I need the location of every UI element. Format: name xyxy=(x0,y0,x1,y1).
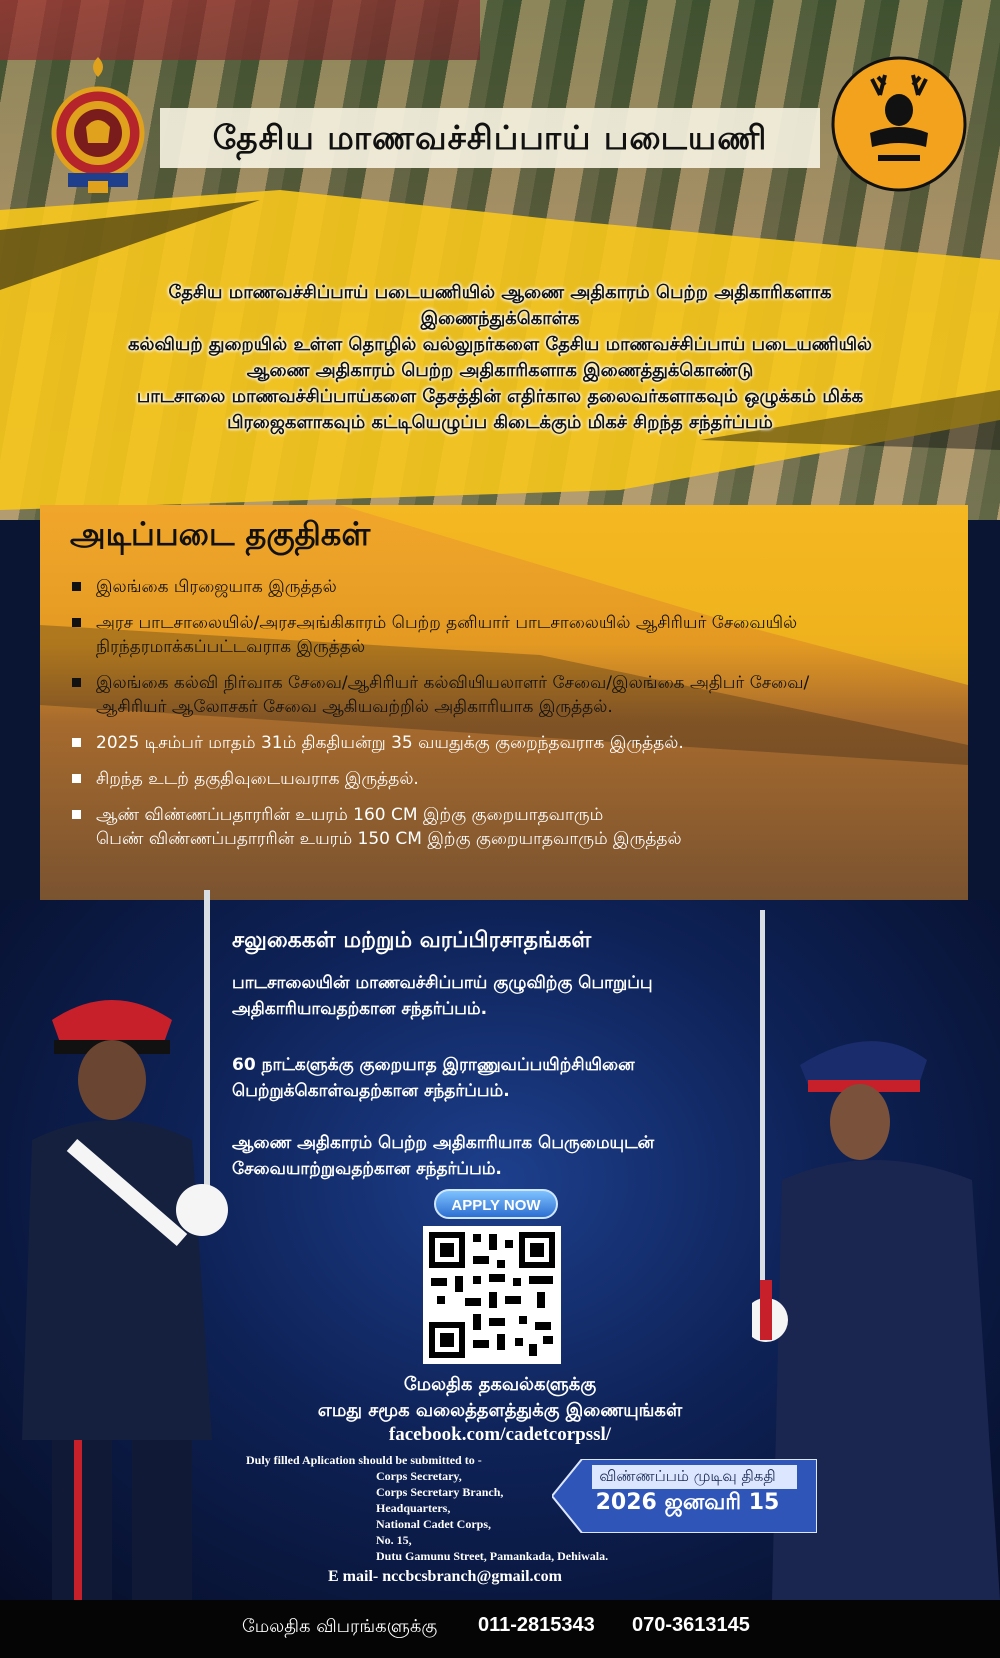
list-item-text: நிரந்தரமாக்கப்பட்டவராக இருத்தல் xyxy=(96,637,366,657)
intro-line: பிரஜைகளாகவும் கட்டியெழுப்ப கிடைக்கும் மிகச் சிறந்த சந்தர்ப்பம் xyxy=(227,412,773,433)
bullet-icon xyxy=(72,810,81,819)
list-item-text: ஆசிரியர் ஆலோசகர் சேவை ஆகியவற்றில் அதிகாரியாக இருத்தல். xyxy=(96,697,613,717)
deadline-date: 2026 ஜனவரி 15 xyxy=(595,1490,780,1515)
qualifications-heading: அடிப்படை தகுதிகள் xyxy=(70,515,371,553)
intro-line: கல்வியற் துறையில் உள்ள தொழில் வல்லுநர்களை தேசிய மாணவச்சிப்பாய் படையணியில் xyxy=(128,334,872,355)
list-item-text: இலங்கை கல்வி நிர்வாக சேவை/ஆசிரியர் கல்வியியலாளர் சேவை/இலங்கை அதிபர் சேவை/ xyxy=(96,673,810,693)
more-info-line: மேலதிக தகவல்களுக்கு xyxy=(403,1374,597,1395)
bullet-icon xyxy=(72,582,81,591)
address-line: No. 15, xyxy=(376,1533,412,1547)
address-line: Headquarters, xyxy=(376,1501,451,1515)
benefit-text: அதிகாரியாவதற்கான சந்தர்ப்பம். xyxy=(232,999,488,1019)
email-address[interactable]: E mail- nccbcsbranch@gmail.com xyxy=(328,1568,562,1585)
intro-text xyxy=(40,280,960,436)
facebook-link[interactable]: facebook.com/cadetcorpssl/ xyxy=(388,1424,612,1445)
parade-banner-shape xyxy=(0,0,480,60)
benefit-item xyxy=(232,1052,752,1104)
benefit-text: பாடசாலையின் மாணவச்சிப்பாய் குழுவிற்கு பொறுப்பு xyxy=(232,973,653,993)
qualifications-list xyxy=(68,575,948,863)
list-item-text: ஆண் விண்ணப்பதாரரின் உயரம் 160 CM இற்கு குறையாதவாரும் xyxy=(96,805,604,825)
list-item xyxy=(68,611,948,659)
address-line: Corps Secretary, xyxy=(376,1469,462,1483)
list-item-text: 2025 டிசம்பர் மாதம் 31ம் திகதியன்று 35 வயதுக்கு குறைந்தவராக இருத்தல். xyxy=(96,733,684,753)
benefit-text: ஆணை அதிகாரம் பெற்ற அதிகாரியாக பெருமையுடன் xyxy=(232,1133,655,1153)
bullet-icon xyxy=(72,678,81,687)
intro-line: பாடசாலை மாணவச்சிப்பாய்களை தேசத்தின் எதிர்கால தலைவர்களாகவும் ஒழுக்கம் மிக்க xyxy=(136,386,864,407)
male-officer-image xyxy=(12,880,252,1600)
intro-line: இணைந்துக்கொள்க xyxy=(420,308,580,329)
intro-line: தேசிய மாணவச்சிப்பாய் படையணியில் ஆணை அதிகாரம் பெற்ற அதிகாரிகளாக xyxy=(168,282,832,303)
list-item xyxy=(68,731,948,755)
submission-lead: Duly filled Aplication should be submitted to - xyxy=(246,1453,482,1467)
more-info-text xyxy=(300,1372,700,1424)
intro-line: ஆணை அதிகாரம் பெற்ற அதிகாரிகளாக இணைத்துக்கொண்டு xyxy=(246,360,754,381)
list-item-text: இலங்கை பிரஜையாக இருத்தல் xyxy=(96,577,337,597)
list-item xyxy=(68,575,948,599)
benefit-item xyxy=(232,970,752,1022)
sri-lanka-emblem-icon xyxy=(48,55,148,195)
list-item xyxy=(68,671,948,719)
list-item xyxy=(68,767,948,791)
bullet-icon xyxy=(72,774,81,783)
benefit-text: 60 நாட்களுக்கு குறையாத இராணுவப்பயிற்சியினை xyxy=(232,1055,635,1075)
list-item xyxy=(68,803,948,851)
footer-phone-1[interactable]: 011-2815343 xyxy=(478,1614,595,1636)
benefits-heading: சலுகைகள் மற்றும் வரப்பிரசாதங்கள் xyxy=(232,928,592,953)
bullet-icon xyxy=(72,738,81,747)
address-line: Dutu Gamunu Street, Pamankada, Dehiwala. xyxy=(376,1549,609,1563)
benefit-text: சேவையாற்றுவதற்கான சந்தர்ப்பம். xyxy=(232,1159,502,1179)
more-info-line: எமது சமூக வலைத்தளத்துக்கு இணையுங்கள் xyxy=(317,1400,683,1421)
benefit-item xyxy=(232,1130,752,1182)
benefit-text: பெற்றுக்கொள்வதற்கான சந்தர்ப்பம். xyxy=(232,1081,510,1101)
apply-now-button[interactable]: APPLY NOW xyxy=(434,1189,558,1219)
footer-label: மேலதிக விபரங்களுக்கு xyxy=(242,1616,438,1637)
cadet-corps-crest-icon xyxy=(830,55,968,193)
list-item-text: சிறந்த உடற் தகுதிவுடையவராக இருத்தல். xyxy=(96,769,419,789)
qr-code-icon[interactable] xyxy=(423,1226,561,1364)
footer-phone-2[interactable]: 070-3613145 xyxy=(632,1614,750,1636)
page-title: தேசிய மாணவச்சிப்பாய் படையணி xyxy=(212,118,768,157)
list-item-text: அரச பாடசாலையில்/அரசஅங்கிகாரம் பெற்ற தனியார் பாடசாலையில் ஆசிரியர் சேவையில் xyxy=(96,613,798,633)
address-line: Corps Secretary Branch, xyxy=(376,1485,504,1499)
bullet-icon xyxy=(72,618,81,627)
deadline-label: விண்ணப்பம் முடிவு திகதி xyxy=(599,1467,776,1485)
list-item-text: பெண் விண்ணப்பதாரரின் உயரம் 150 CM இற்கு குறையாதவாரும் இருத்தல் xyxy=(96,829,682,849)
address-line: National Cadet Corps, xyxy=(376,1517,492,1531)
